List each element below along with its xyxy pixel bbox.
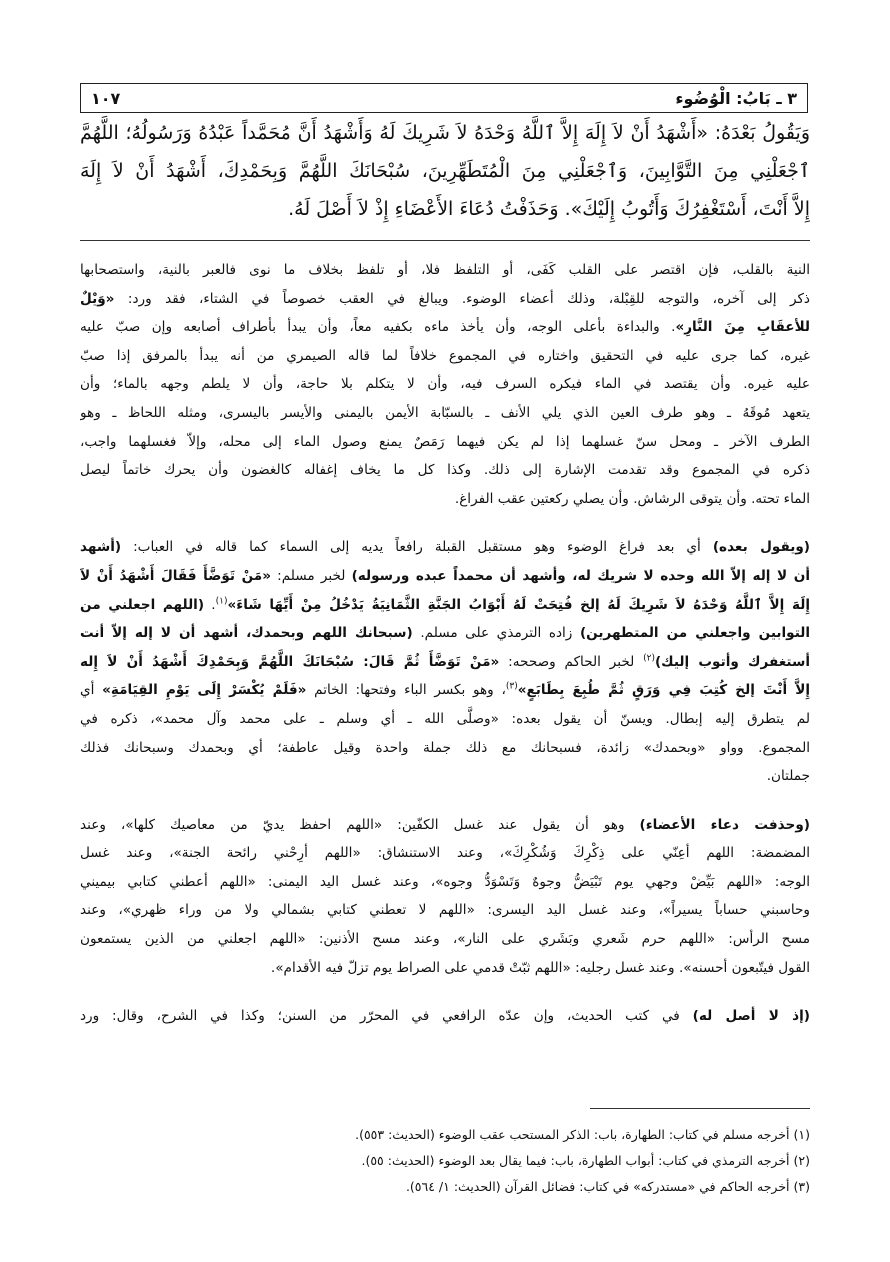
text-segment: أي بعد فراغ الوضوء وهو مستقبل القبلة رافعاً يديه إلى السماء كما قاله في العباب:	[121, 539, 713, 556]
text-segment: لخبر مسلم:	[271, 567, 352, 584]
bold-quote: (إذ لا أصل له)	[692, 1008, 810, 1025]
text-line	[80, 954, 810, 983]
text-line	[80, 734, 810, 763]
bold-quote: «مَنْ تَوَضَّأَ ثُمَّ قَالَ: سُبْحَانَكَ اللَّهُمَّ وَبِحَمْدِكَ أَشْهَدُ أَنْ لاَ إِله	[80, 653, 500, 670]
footnote-ref: (٢)	[643, 653, 655, 664]
text-segment: يتعهد مُوقَهُ ـ وهو طرف العين الذي يلي الأنف ـ بالسبّابة الأيمن باليمنى والأيسر باليسرى، ومثله اللحاظ ـ وهو	[80, 404, 810, 421]
chapter-title: ٣ ـ بَابُ: الْوُضُوء	[675, 88, 797, 108]
paragraph	[80, 811, 810, 983]
text-line	[80, 152, 810, 190]
text-line	[80, 370, 810, 399]
text-line	[80, 705, 810, 734]
text-segment: النية بالقلب، فإن اقتصر على القلب كَفَى، أو التلفظ فلا، أو تلفظ بخلاف ما نوى فالعبر بالنية، واستصحابها	[80, 262, 810, 278]
commentary	[80, 256, 810, 1051]
text-segment: لم يتطرق إليه إبطال. ويسنّ أن يقول بعده: «وصلَّى الله ـ أي وسلم ـ على محمد وآل محمد»، ذكره في	[80, 710, 810, 727]
text-line	[80, 619, 810, 648]
text-line	[80, 456, 810, 485]
bold-quote: «فَلَمْ يُكْسَرْ إِلَى يَوْمِ القِيَامَةِ»	[102, 682, 307, 699]
text-line	[80, 533, 810, 562]
text-segment: في كتب الحديث، وإن عدّه الرافعي في المحرّر من السنن؛ وكذا في الشرح، وقال: ورد	[80, 1008, 693, 1025]
footnote-number: (١)	[793, 1127, 810, 1142]
bold-quote: «مَنْ تَوَضَّأَ فَقَالَ أَشْهَدُ أَنْ لاَ	[80, 567, 272, 584]
footnote	[240, 1122, 810, 1148]
text-segment: وحاسبني حساباً يسيراً»، وعند غسل اليد اليسرى: «اللهم لا تعطني كتابي بشمالي ولا من وراء ظهري»، وعند	[80, 902, 810, 919]
text-segment: غيره، كما جرى عليه في التحقيق واختاره في المجموع خلافاً لما قاله الصيمري من أنه يبدأ بالمرفق إذا صبّ	[80, 347, 810, 364]
text-segment: زاده الترمذي على مسلم.	[412, 625, 580, 642]
text-segment: لخبر الحاكم وصححه:	[499, 653, 644, 670]
text-line	[80, 399, 810, 428]
text-line	[80, 1002, 810, 1031]
bold-quote: أن لا إله إلاّ الله وحده لا شريك له، وأشهد أن محمداً عبده ورسوله)	[351, 567, 810, 584]
text-segment: الماء تحته. وأن يتوقى الرشاش. وأن يصلي ركعتين عقب الفراغ.	[454, 490, 810, 507]
text-line	[80, 676, 810, 705]
footnote-number: (٣)	[793, 1179, 810, 1194]
text-line	[80, 591, 810, 620]
text-segment: ٱجْعَلْنِي مِنَ التَّوَّابِينَ، وَٱجْعَلْنِي مِنَ الْمُتَطَهِّرِينَ، سُبْحَانَكَ اللَّهُمَّ وَبِحَمْدِكَ، أَشْهَدُ أَنْ لاَ إِلَهَ	[80, 160, 810, 182]
text-line	[80, 114, 810, 152]
footnote-text: أخرجه الحاكم في «مستدركه» في كتاب: فضائل القرآن (الحديث: ١/ ٥٦٤).	[405, 1179, 790, 1194]
bold-quote: (ويقول بعده)	[712, 539, 810, 556]
text-line	[80, 896, 810, 925]
text-line	[80, 285, 810, 314]
text-segment: إِلاَّ أَنْتَ، أَسْتَغْفِرُكَ وَأَتُوبُ إِلَيْكَ». وَحَذَفْتُ دُعَاءَ الأَعْضَاءِ إِذْ لاَ أَصْلَ لَهُ.	[288, 198, 810, 220]
text-line	[80, 428, 810, 457]
footnote-divider	[590, 1108, 810, 1109]
main-text	[80, 114, 810, 228]
paragraph	[80, 533, 810, 790]
footnote-number: (٢)	[793, 1153, 810, 1168]
text-segment: وَيَقُولُ بَعْدَهُ: «أَشْهَدُ أَنْ لاَ إِلَهَ إِلاَّ ٱللَّهُ وَحْدَهُ لاَ شَرِيكَ لَهُ وَأَشْهَدُ أَنَّ مُحَمَّداً عَبْدُهُ وَرَسُولُهُ؛ اللَّهُمَّ	[80, 122, 810, 144]
bold-quote: إِلَهَ إِلاَّ ٱللَّهُ وَحْدَهُ لاَ شَرِيكَ لَهُ إلخ فُتِحَتْ لَهُ أَبْوَابُ الجَنَّةِ الثَّمَانِيَةُ يَدْخُلُ مِنْ أَيِّهَا شَاءَ»	[227, 596, 810, 613]
text-line	[80, 562, 810, 591]
text-line	[80, 313, 810, 342]
text-divider	[80, 240, 810, 241]
footnote-ref: (١)	[215, 596, 228, 606]
text-segment: وهو أن يقول عند غسل الكفّين: «اللهم احفظ يديّ من معاصيك كلها»، وعند	[80, 816, 640, 833]
footnote-text: أخرجه مسلم في كتاب: الطهارة، باب: الذكر المستحب عقب الوضوء (الحديث: ٥٥٣).	[355, 1127, 790, 1142]
running-header	[80, 83, 808, 113]
text-segment: عليه غيره. وأن يقتصد في الماء فيكره السرف فيه، وأن لا يتكلم بلا حاجة، وأن لا يلطم وجهه بالماء؛ وأن	[80, 376, 810, 393]
footnote	[240, 1174, 810, 1200]
text-segment: المجموع. وواو «وبحمدك» زائدة، فسبحانك مع ذلك جملة واحدة وقيل عاطفة؛ أي وبحمدك وسبحانك فذلك	[80, 739, 810, 756]
bold-quote: التوابين واجعلني من المتطهرين)	[579, 625, 810, 642]
text-segment: الطرف الآخر ـ ومحل سنّ غسلهما إذا لم يكن فيهما رَمَصٌ يمنع وصول الماء إلى محله، وإلاّ فغسلهما واجب،	[80, 433, 810, 450]
text-segment: ، وهو بكسر الباء وفتحها: الخاتم	[306, 682, 506, 699]
bold-quote: أستغفرك وأتوب إليك)	[654, 653, 810, 670]
footnote	[240, 1148, 810, 1174]
text-line	[80, 925, 810, 954]
text-segment: مسح الرأس: «اللهم حرم شَعري وبَشَري على النار»، وعند مسح الأذنين: «اللهم اجعلني من الذين يستمعون	[80, 931, 810, 948]
bold-quote: (اللهم اجعلني من	[80, 596, 205, 613]
text-line	[80, 190, 810, 228]
bold-quote: (وحذفت دعاء الأعضاء)	[639, 816, 810, 833]
page-number: ١٠٧	[91, 88, 121, 108]
text-line	[80, 868, 810, 897]
text-line	[80, 811, 810, 840]
text-line	[80, 648, 810, 677]
text-segment: ذكر إلى آخره، والتوجه للقِبْلة، وذلك أعضاء الوضوء. ويبالغ في العقب خصوصاً في الشتاء، فقد ورد:	[114, 290, 810, 307]
footnotes	[240, 1122, 810, 1200]
bold-quote: «وَيْلٌ	[80, 290, 115, 307]
text-line	[80, 342, 810, 371]
bold-quote: (أشهد	[80, 539, 122, 556]
footnote-text: أخرجه الترمذي في كتاب: أبواب الطهارة، باب: فيما يقال بعد الوضوء (الحديث: ٥٥).	[361, 1153, 790, 1168]
text-line	[80, 762, 810, 791]
text-segment: . والبداءة بأعلى الوجه، وأن يأخذ ماءه بكفيه معاً، وأن يبدأ بأطراف أصابعه وإن صبّ عليه	[80, 319, 676, 336]
text-segment: الوجه: «اللهم بَيِّضْ وجهي يوم تَبْيَضُّ وجوهٌ وَتَسْوَدُّ وجوه»، وعند غسل اليد اليمنى: «اللهم أعطني كتابي بيميني	[80, 873, 810, 890]
text-line	[80, 485, 810, 514]
paragraph	[80, 256, 810, 513]
text-line	[80, 839, 810, 868]
text-segment: القول فيتّبعون أحسنه». وعند غسل رجليه: «اللهم ثبّتْ قدمي على الصراط يوم تزلّ فيه الأقدام».	[270, 959, 810, 976]
text-segment: جملتان.	[766, 768, 810, 785]
bold-quote: للأعقَابِ مِنَ النَّارِ»	[675, 319, 810, 336]
footnote-ref: (٣)	[505, 681, 518, 692]
text-line	[80, 256, 810, 285]
text-segment: .	[204, 596, 216, 613]
text-segment: المضمضة: اللهم أعِنّي على ذِكْرِكَ وَشُكْرِكَ»، وعند الاستنشاق: «اللهم أرِحْني رائحة الجنة»، وعند غسل	[80, 845, 810, 862]
text-segment: أي	[80, 682, 103, 699]
bold-quote: إِلاَّ أَنْتَ إلخ كُتِبَ فِي وَرَقٍ ثُمَّ طُبِعَ بِطَابَعٍ»	[517, 682, 810, 699]
text-segment: ذكره في المجموع وقد تقدمت الإشارة إلى ذلك. وكذا كل ما يخاف إغفاله كالغضون وأن يحرك خاتماً ليصل	[80, 462, 810, 479]
bold-quote: (سبحانك اللهم وبحمدك، أشهد أن لا إله إلاّ أنت	[80, 625, 413, 642]
paragraph	[80, 1002, 810, 1031]
